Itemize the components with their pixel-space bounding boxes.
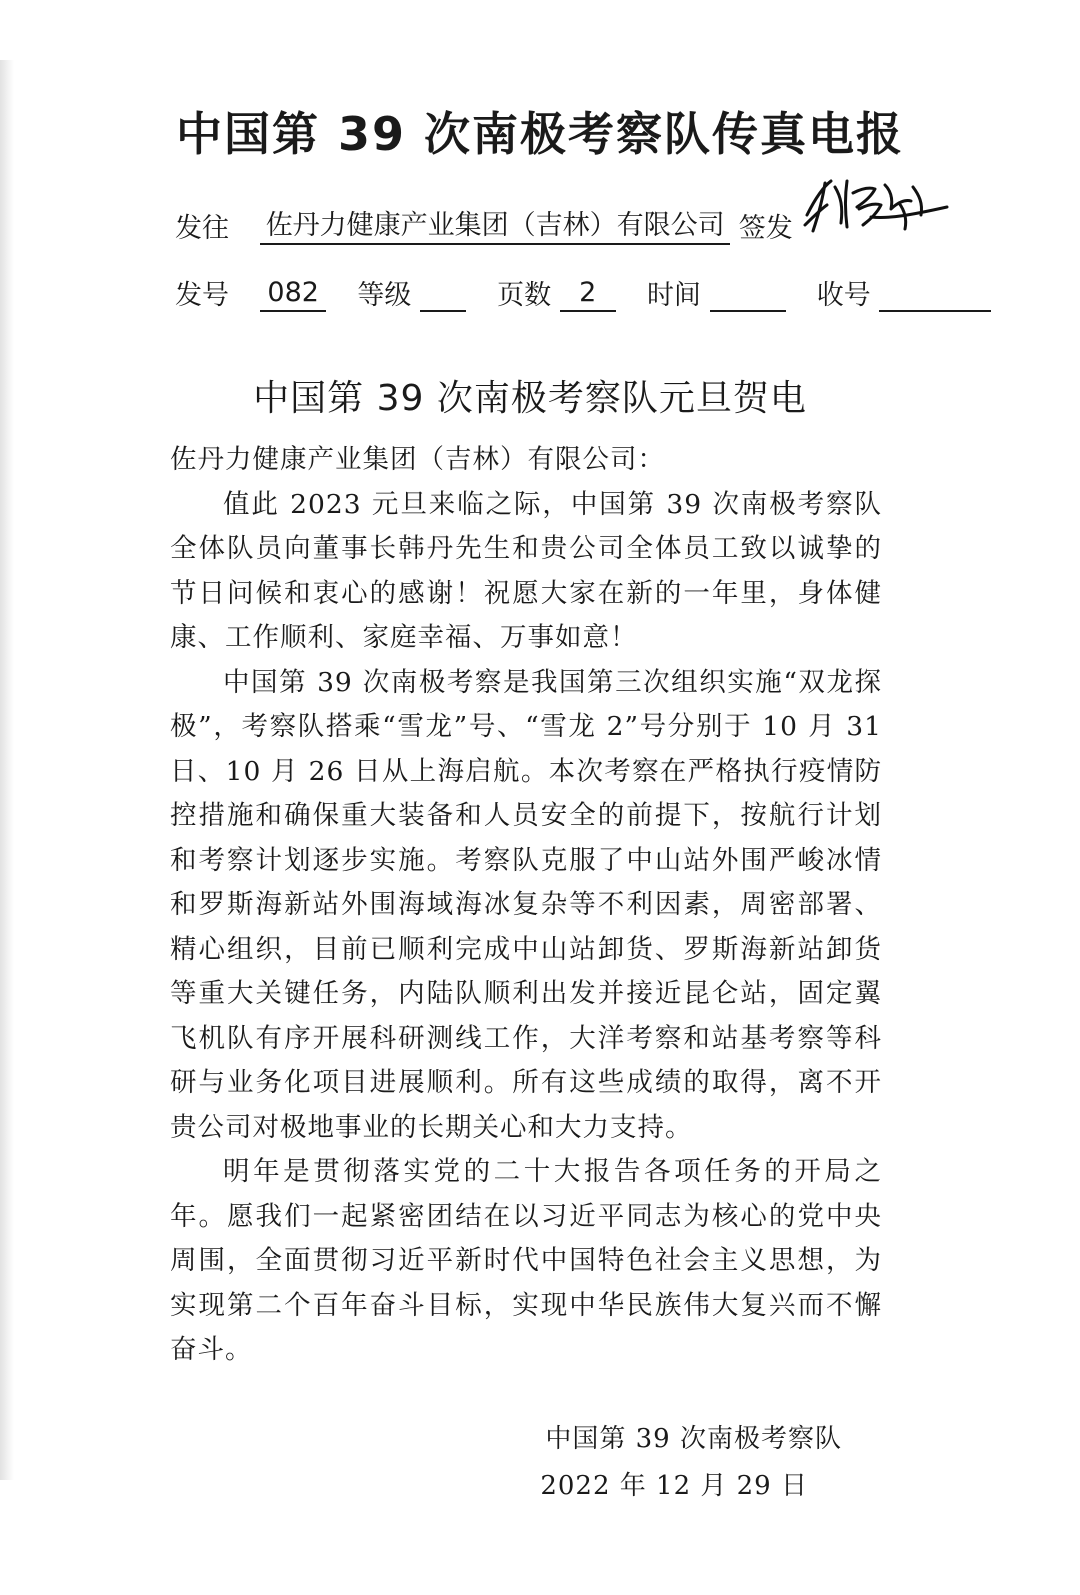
receipt-value — [879, 276, 991, 312]
grade-label: 等级 — [357, 280, 412, 311]
paragraph: 值此 2023 元旦来临之际，中国第 39 次南极考察队全体队员向董事长韩丹先生和贵公司全体员工致以诚挚的节日问候和衷心的感谢！祝愿大家在新的一年里，身体健康、工作顺利、家庭幸福、万事如意！ — [170, 488, 882, 653]
send-to-row — [175, 195, 951, 245]
handwritten-signature — [801, 195, 951, 245]
send-to-value: 佐丹力健康产业集团（吉林）有限公司 — [260, 209, 730, 245]
closing-date: 2022 年 12 月 29 日 — [540, 1471, 808, 1501]
routing-row — [175, 273, 991, 312]
number-label: 发号 — [175, 280, 229, 311]
pages-value: 2 — [560, 276, 616, 312]
salutation: 佐丹力健康产业集团（吉林）有限公司： — [170, 444, 665, 475]
time-value — [710, 276, 786, 312]
grade-value — [420, 276, 466, 312]
document-title: 中国第 39 次南极考察队元旦贺电 — [253, 378, 807, 419]
page-edge-shadow — [0, 60, 14, 1480]
number-value: 082 — [260, 276, 326, 312]
paragraph: 中国第 39 次南极考察是我国第三次组织实施“双龙探极”，考察队搭乘“雪龙”号、“雪龙 2”号分别于 10 月 31 日、10 月 26 日从上海启航。本次考察在严格执行疫情防控措施和确保重大装备和人员安全的前提下，按航行计划和考察计划逐步实施。考察队克服了中山站外围严峻冰情和罗斯海新站外围海域海冰复杂等不利因素，周密部署、精心组织，目前已顺利完成中山站卸货、罗斯海新站卸货等重大关键任务，内陆队顺利出发并接近昆仑站，固定翼飞机队有序开展科研测线工作，大洋考察和站基考察等科研与业务化项目进展顺利。所有这些成绩的取得，离不开贵公司对极地事业的长期关心和大力支持。 — [170, 666, 882, 1143]
issuer-label: 签发 — [738, 213, 793, 244]
fax-header-title: 中国第 39 次南极考察队传真电报 — [175, 107, 905, 161]
paragraph: 明年是贯彻落实党的二十大报告各项任务的开局之年。愿我们一起紧密团结在以习近平同志为核心的党中央周围，全面贯彻习近平新时代中国特色社会主义思想，为实现第二个百年奋斗目标，实现中华民族伟大复兴而不懈奋斗。 — [170, 1156, 882, 1365]
time-label: 时间 — [646, 280, 701, 311]
receipt-label: 收号 — [816, 280, 871, 311]
closing-organization: 中国第 39 次南极考察队 — [545, 1424, 842, 1454]
pages-label: 页数 — [497, 280, 552, 311]
send-to-label: 发往 — [175, 213, 229, 244]
document-body — [170, 438, 882, 1373]
